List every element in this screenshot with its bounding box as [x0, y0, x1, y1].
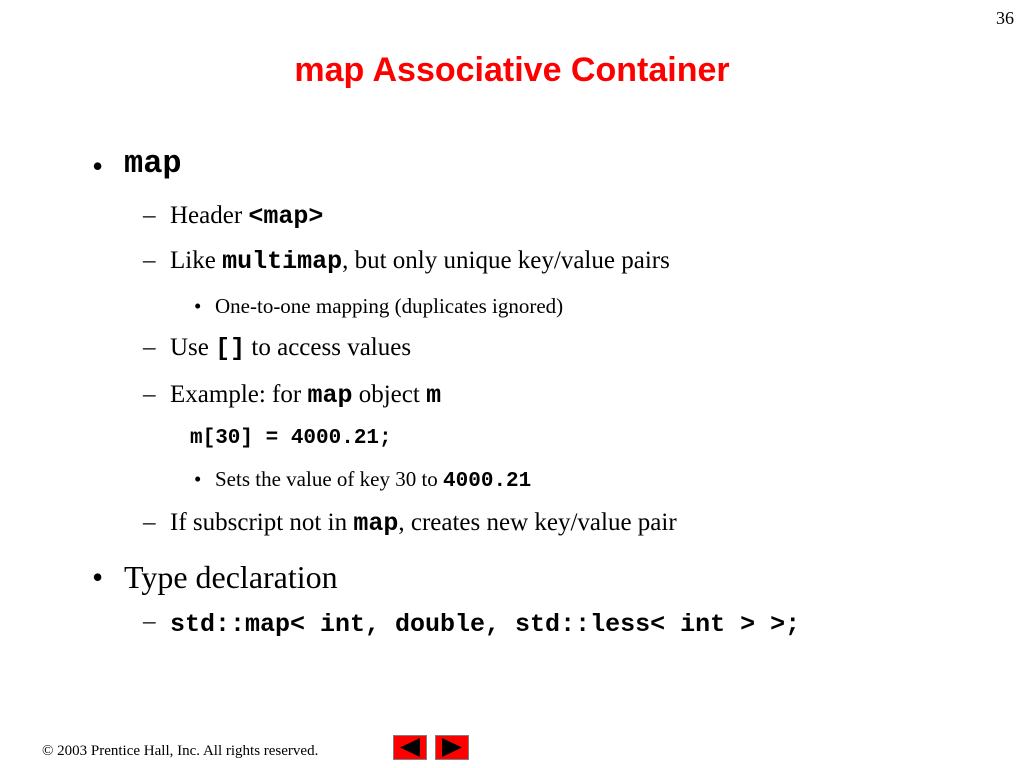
use-rest: to access values [251, 334, 412, 361]
slide-title: map Associative Container [294, 51, 730, 89]
bullet-icon: • [92, 559, 104, 595]
if-text: If subscript not in [170, 509, 348, 536]
bullet-icon: • [194, 467, 202, 491]
like-rest: , but only unique key/value pairs [342, 247, 670, 274]
sets-text: Sets the value of key 30 to [215, 467, 438, 491]
example-mid: object [358, 381, 420, 408]
one-to-one-text: One-to-one mapping (duplicates ignored) [215, 294, 564, 318]
header-text: Header [170, 202, 243, 229]
sets-code: 4000.21 [443, 470, 532, 493]
left-arrow-icon [394, 736, 426, 759]
bullet-icon: • [194, 294, 202, 318]
like-code: multimap [222, 247, 343, 276]
header-code: <map> [248, 202, 324, 231]
bullet-map [124, 145, 182, 182]
use-text: Use [170, 334, 209, 361]
next-slide-button[interactable] [435, 735, 469, 760]
code-line [190, 427, 392, 450]
bullet-icon: • [92, 148, 104, 184]
example-code-m: m [426, 381, 442, 410]
sets-line [215, 467, 531, 493]
dash-icon: – [143, 247, 156, 274]
page-number: 36 [996, 8, 1014, 28]
code-line-text: m[30] = 4000.21; [190, 427, 392, 450]
if-line [170, 509, 677, 538]
dash-icon: – [143, 509, 156, 536]
type-decl-line [170, 610, 800, 639]
like-text: Like [170, 247, 216, 274]
right-arrow-icon [436, 736, 468, 759]
if-rest: , creates new key/value pair [398, 509, 677, 536]
use-code: [] [215, 334, 246, 363]
dash-icon: – [143, 381, 156, 408]
header-line [170, 202, 323, 231]
bullet-type-declaration [124, 559, 338, 596]
example-text: Example: for [170, 381, 302, 408]
type-decl-code: std::map< int, double, std::less< int > >; [170, 610, 801, 639]
dash-icon: – [143, 202, 156, 229]
bullet-map-code: map [124, 145, 182, 182]
copyright-footer: © 2003 Prentice Hall, Inc. All rights reserved. [42, 743, 319, 759]
example-line [170, 381, 441, 410]
example-code-map: map [307, 381, 353, 410]
type-declaration-text: Type declaration [124, 559, 338, 595]
like-line [170, 247, 670, 276]
dash-icon: – [143, 608, 156, 635]
previous-slide-button[interactable] [393, 735, 427, 760]
one-to-one-line [215, 294, 563, 319]
if-code: map [353, 509, 399, 538]
use-line [170, 334, 411, 363]
dash-icon: – [143, 334, 156, 361]
